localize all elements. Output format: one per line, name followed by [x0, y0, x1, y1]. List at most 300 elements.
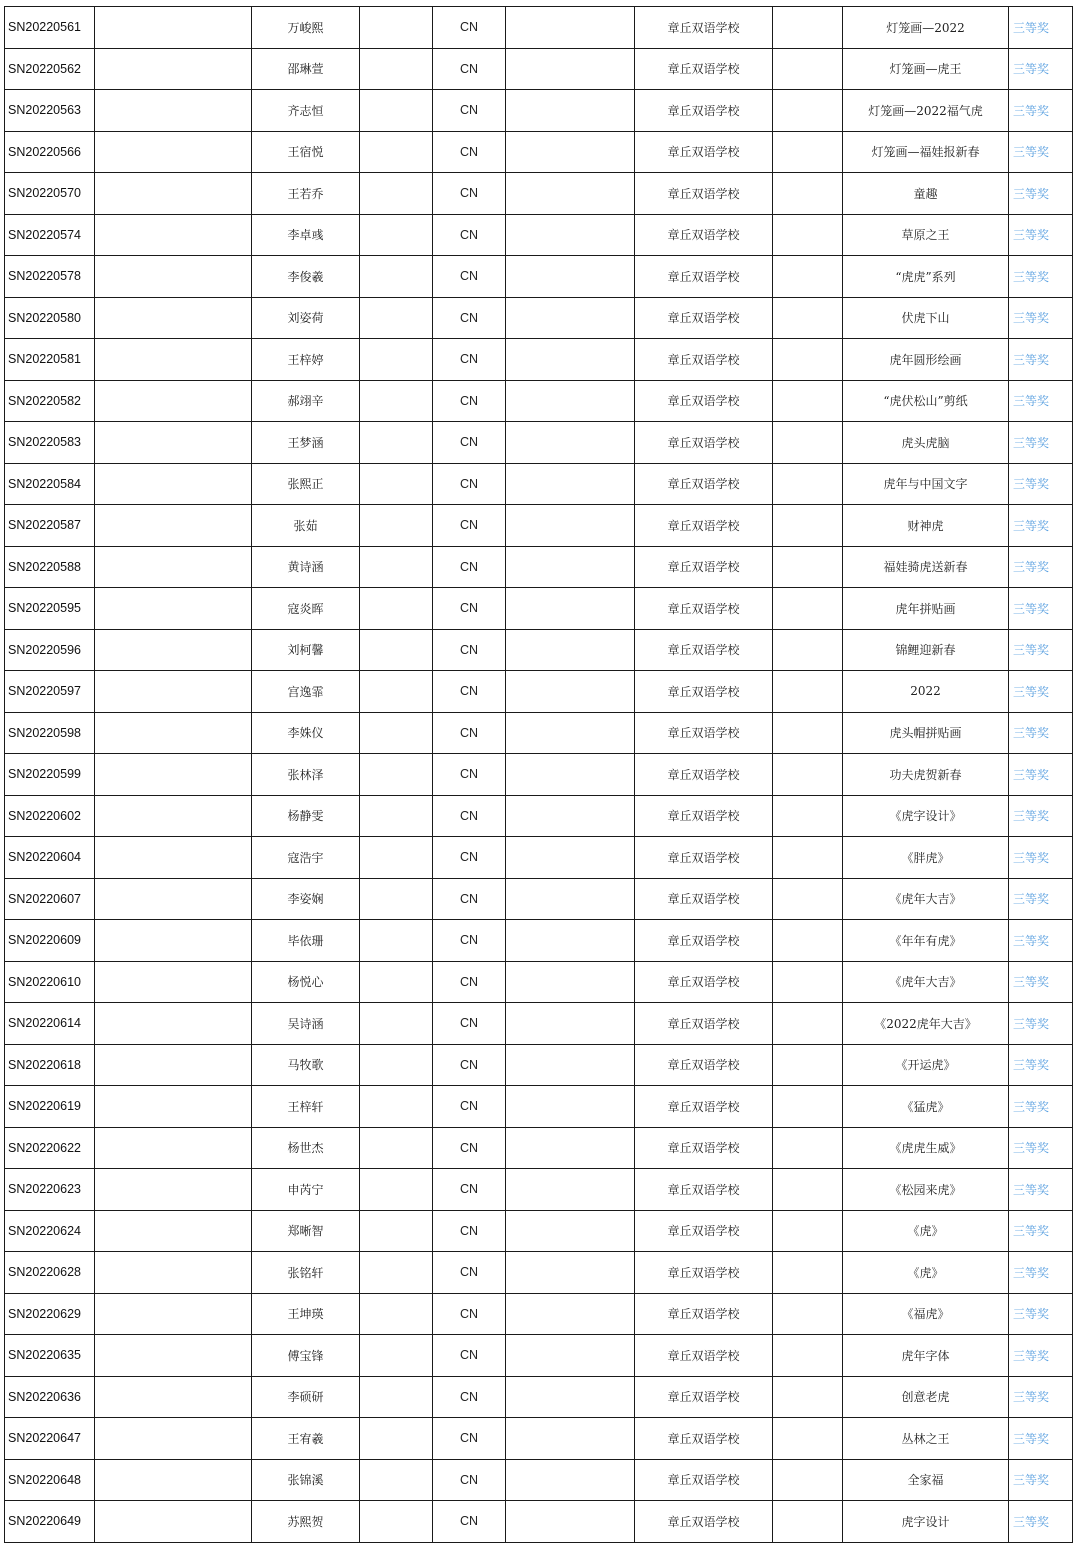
- school-cell: 章丘双语学校: [635, 671, 773, 713]
- award-link[interactable]: 三等奖: [1009, 546, 1073, 588]
- school-cell: 章丘双语学校: [635, 90, 773, 132]
- country-cell: CN: [433, 131, 506, 173]
- table-row: [5, 1335, 1073, 1377]
- empty-cell: [506, 1086, 635, 1128]
- entry-id-cell: SN20220619: [5, 1086, 95, 1128]
- table-row: [5, 1501, 1073, 1543]
- work-title-cell: 灯笼画—2022福气虎: [843, 90, 1009, 132]
- empty-cell: [95, 173, 252, 215]
- award-link[interactable]: 三等奖: [1009, 1044, 1073, 1086]
- work-title-cell: 《胖虎》: [843, 837, 1009, 879]
- entry-id-cell: SN20220582: [5, 380, 95, 422]
- empty-cell: [773, 837, 843, 879]
- table-row: [5, 1376, 1073, 1418]
- school-cell: 章丘双语学校: [635, 463, 773, 505]
- student-name-cell: 王梦涵: [252, 422, 360, 464]
- award-link[interactable]: 三等奖: [1009, 1252, 1073, 1294]
- work-title-cell: 《虎》: [843, 1252, 1009, 1294]
- empty-cell: [506, 131, 635, 173]
- work-title-cell: 《年年有虎》: [843, 920, 1009, 962]
- student-name-cell: 张茹: [252, 505, 360, 547]
- empty-cell: [773, 1418, 843, 1460]
- country-cell: CN: [433, 1335, 506, 1377]
- award-link[interactable]: 三等奖: [1009, 1335, 1073, 1377]
- entry-id-cell: SN20220604: [5, 837, 95, 879]
- work-title-cell: 灯笼画—虎王: [843, 48, 1009, 90]
- school-cell: 章丘双语学校: [635, 961, 773, 1003]
- table-row: [5, 339, 1073, 381]
- work-title-cell: 《猛虎》: [843, 1086, 1009, 1128]
- empty-cell: [773, 712, 843, 754]
- empty-cell: [360, 629, 433, 671]
- student-name-cell: 张锦溪: [252, 1459, 360, 1501]
- award-link[interactable]: 三等奖: [1009, 1003, 1073, 1045]
- entry-id-cell: SN20220588: [5, 546, 95, 588]
- empty-cell: [360, 1127, 433, 1169]
- table-row: [5, 878, 1073, 920]
- empty-cell: [506, 1252, 635, 1294]
- empty-cell: [95, 795, 252, 837]
- empty-cell: [506, 1127, 635, 1169]
- empty-cell: [506, 463, 635, 505]
- work-title-cell: 《松园来虎》: [843, 1169, 1009, 1211]
- empty-cell: [506, 1293, 635, 1335]
- empty-cell: [773, 422, 843, 464]
- empty-cell: [773, 920, 843, 962]
- entry-id-cell: SN20220583: [5, 422, 95, 464]
- student-name-cell: 齐志恒: [252, 90, 360, 132]
- empty-cell: [506, 878, 635, 920]
- award-link[interactable]: 三等奖: [1009, 422, 1073, 464]
- student-name-cell: 王宥羲: [252, 1418, 360, 1460]
- empty-cell: [360, 48, 433, 90]
- empty-cell: [95, 422, 252, 464]
- entry-id-cell: SN20220624: [5, 1210, 95, 1252]
- student-name-cell: 王若乔: [252, 173, 360, 215]
- empty-cell: [360, 505, 433, 547]
- empty-cell: [773, 256, 843, 298]
- school-cell: 章丘双语学校: [635, 546, 773, 588]
- entry-id-cell: SN20220596: [5, 629, 95, 671]
- country-cell: CN: [433, 1169, 506, 1211]
- empty-cell: [360, 173, 433, 215]
- award-link[interactable]: 三等奖: [1009, 1127, 1073, 1169]
- school-cell: 章丘双语学校: [635, 1252, 773, 1294]
- empty-cell: [506, 671, 635, 713]
- empty-cell: [506, 380, 635, 422]
- empty-cell: [360, 1293, 433, 1335]
- empty-cell: [95, 1459, 252, 1501]
- table-row: [5, 463, 1073, 505]
- results-table: [4, 6, 1073, 1543]
- entry-id-cell: SN20220562: [5, 48, 95, 90]
- table-row: [5, 1252, 1073, 1294]
- empty-cell: [360, 1044, 433, 1086]
- empty-cell: [95, 546, 252, 588]
- empty-cell: [95, 1210, 252, 1252]
- school-cell: 章丘双语学校: [635, 1501, 773, 1543]
- student-name-cell: 张林泽: [252, 754, 360, 796]
- table-row: [5, 422, 1073, 464]
- school-cell: 章丘双语学校: [635, 256, 773, 298]
- empty-cell: [773, 90, 843, 132]
- student-name-cell: 王宿悦: [252, 131, 360, 173]
- table-row: [5, 629, 1073, 671]
- award-link[interactable]: 三等奖: [1009, 1376, 1073, 1418]
- country-cell: CN: [433, 546, 506, 588]
- entry-id-cell: SN20220574: [5, 214, 95, 256]
- empty-cell: [95, 505, 252, 547]
- table-body: [5, 7, 1073, 1543]
- school-cell: 章丘双语学校: [635, 1293, 773, 1335]
- empty-cell: [360, 671, 433, 713]
- country-cell: CN: [433, 173, 506, 215]
- award-link[interactable]: 三等奖: [1009, 629, 1073, 671]
- country-cell: CN: [433, 878, 506, 920]
- country-cell: CN: [433, 1418, 506, 1460]
- empty-cell: [360, 712, 433, 754]
- award-link[interactable]: 三等奖: [1009, 1086, 1073, 1128]
- table-row: [5, 256, 1073, 298]
- student-name-cell: 张铭轩: [252, 1252, 360, 1294]
- award-link[interactable]: 三等奖: [1009, 671, 1073, 713]
- work-title-cell: “虎虎”系列: [843, 256, 1009, 298]
- empty-cell: [506, 754, 635, 796]
- work-title-cell: 全家福: [843, 1459, 1009, 1501]
- school-cell: 章丘双语学校: [635, 173, 773, 215]
- award-link[interactable]: 三等奖: [1009, 7, 1073, 49]
- entry-id-cell: SN20220595: [5, 588, 95, 630]
- empty-cell: [95, 256, 252, 298]
- student-name-cell: 寇炎晖: [252, 588, 360, 630]
- empty-cell: [773, 1210, 843, 1252]
- work-title-cell: 《虎虎生威》: [843, 1127, 1009, 1169]
- work-title-cell: 《虎年大吉》: [843, 878, 1009, 920]
- school-cell: 章丘双语学校: [635, 1003, 773, 1045]
- empty-cell: [95, 961, 252, 1003]
- empty-cell: [360, 1086, 433, 1128]
- work-title-cell: 锦鲤迎新春: [843, 629, 1009, 671]
- empty-cell: [773, 1003, 843, 1045]
- empty-cell: [360, 588, 433, 630]
- work-title-cell: “虎伏松山”剪纸: [843, 380, 1009, 422]
- empty-cell: [773, 1335, 843, 1377]
- school-cell: 章丘双语学校: [635, 297, 773, 339]
- table-row: [5, 1293, 1073, 1335]
- student-name-cell: 郝翊辛: [252, 380, 360, 422]
- table-row: [5, 214, 1073, 256]
- student-name-cell: 李卓彧: [252, 214, 360, 256]
- school-cell: 章丘双语学校: [635, 1376, 773, 1418]
- table-row: [5, 671, 1073, 713]
- work-title-cell: 灯笼画—福娃报新春: [843, 131, 1009, 173]
- entry-id-cell: SN20220649: [5, 1501, 95, 1543]
- student-name-cell: 寇浩宇: [252, 837, 360, 879]
- empty-cell: [360, 1376, 433, 1418]
- country-cell: CN: [433, 422, 506, 464]
- table-row: [5, 297, 1073, 339]
- empty-cell: [95, 1376, 252, 1418]
- award-link[interactable]: 三等奖: [1009, 712, 1073, 754]
- empty-cell: [773, 629, 843, 671]
- award-link[interactable]: 三等奖: [1009, 48, 1073, 90]
- empty-cell: [773, 1127, 843, 1169]
- table-row: [5, 795, 1073, 837]
- award-link[interactable]: 三等奖: [1009, 256, 1073, 298]
- empty-cell: [773, 1169, 843, 1211]
- award-link[interactable]: 三等奖: [1009, 131, 1073, 173]
- work-title-cell: 财神虎: [843, 505, 1009, 547]
- entry-id-cell: SN20220607: [5, 878, 95, 920]
- entry-id-cell: SN20220584: [5, 463, 95, 505]
- country-cell: CN: [433, 712, 506, 754]
- table-row: [5, 48, 1073, 90]
- country-cell: CN: [433, 1210, 506, 1252]
- award-link[interactable]: 三等奖: [1009, 1459, 1073, 1501]
- empty-cell: [95, 754, 252, 796]
- country-cell: CN: [433, 7, 506, 49]
- entry-id-cell: SN20220614: [5, 1003, 95, 1045]
- award-link[interactable]: 三等奖: [1009, 1293, 1073, 1335]
- work-title-cell: 丛林之王: [843, 1418, 1009, 1460]
- school-cell: 章丘双语学校: [635, 1044, 773, 1086]
- empty-cell: [506, 961, 635, 1003]
- award-link[interactable]: 三等奖: [1009, 1169, 1073, 1211]
- empty-cell: [773, 795, 843, 837]
- empty-cell: [95, 1293, 252, 1335]
- award-link[interactable]: 三等奖: [1009, 795, 1073, 837]
- country-cell: CN: [433, 1003, 506, 1045]
- empty-cell: [360, 256, 433, 298]
- award-link[interactable]: 三等奖: [1009, 588, 1073, 630]
- empty-cell: [360, 463, 433, 505]
- entry-id-cell: SN20220597: [5, 671, 95, 713]
- empty-cell: [95, 48, 252, 90]
- student-name-cell: 李姿娴: [252, 878, 360, 920]
- student-name-cell: 李俊羲: [252, 256, 360, 298]
- award-link[interactable]: 三等奖: [1009, 837, 1073, 879]
- award-link[interactable]: 三等奖: [1009, 878, 1073, 920]
- student-name-cell: 申芮宁: [252, 1169, 360, 1211]
- award-link[interactable]: 三等奖: [1009, 173, 1073, 215]
- school-cell: 章丘双语学校: [635, 131, 773, 173]
- work-title-cell: 《虎》: [843, 1210, 1009, 1252]
- award-link[interactable]: 三等奖: [1009, 961, 1073, 1003]
- award-link[interactable]: 三等奖: [1009, 339, 1073, 381]
- school-cell: 章丘双语学校: [635, 712, 773, 754]
- empty-cell: [360, 90, 433, 132]
- empty-cell: [95, 131, 252, 173]
- country-cell: CN: [433, 754, 506, 796]
- country-cell: CN: [433, 920, 506, 962]
- school-cell: 章丘双语学校: [635, 837, 773, 879]
- table-row: [5, 90, 1073, 132]
- empty-cell: [506, 588, 635, 630]
- school-cell: 章丘双语学校: [635, 1210, 773, 1252]
- table-row: [5, 754, 1073, 796]
- student-name-cell: 黄诗涵: [252, 546, 360, 588]
- empty-cell: [95, 339, 252, 381]
- empty-cell: [506, 1459, 635, 1501]
- school-cell: 章丘双语学校: [635, 878, 773, 920]
- student-name-cell: 傅宝锋: [252, 1335, 360, 1377]
- award-link[interactable]: 三等奖: [1009, 463, 1073, 505]
- table-row: [5, 131, 1073, 173]
- work-title-cell: 《开运虎》: [843, 1044, 1009, 1086]
- country-cell: CN: [433, 629, 506, 671]
- school-cell: 章丘双语学校: [635, 7, 773, 49]
- country-cell: CN: [433, 1044, 506, 1086]
- country-cell: CN: [433, 1086, 506, 1128]
- country-cell: CN: [433, 1293, 506, 1335]
- empty-cell: [506, 48, 635, 90]
- student-name-cell: 刘柯馨: [252, 629, 360, 671]
- empty-cell: [95, 588, 252, 630]
- empty-cell: [506, 1044, 635, 1086]
- empty-cell: [360, 297, 433, 339]
- student-name-cell: 吴诗涵: [252, 1003, 360, 1045]
- empty-cell: [773, 173, 843, 215]
- table-row: [5, 920, 1073, 962]
- country-cell: CN: [433, 505, 506, 547]
- empty-cell: [773, 339, 843, 381]
- empty-cell: [360, 837, 433, 879]
- entry-id-cell: SN20220563: [5, 90, 95, 132]
- student-name-cell: 万峻熙: [252, 7, 360, 49]
- entry-id-cell: SN20220587: [5, 505, 95, 547]
- empty-cell: [95, 90, 252, 132]
- work-title-cell: 虎字设计: [843, 1501, 1009, 1543]
- empty-cell: [360, 131, 433, 173]
- empty-cell: [360, 1501, 433, 1543]
- school-cell: 章丘双语学校: [635, 1418, 773, 1460]
- work-title-cell: 功夫虎贺新春: [843, 754, 1009, 796]
- student-name-cell: 李硕研: [252, 1376, 360, 1418]
- empty-cell: [95, 878, 252, 920]
- award-link[interactable]: 三等奖: [1009, 380, 1073, 422]
- empty-cell: [95, 837, 252, 879]
- table-row: [5, 712, 1073, 754]
- entry-id-cell: SN20220599: [5, 754, 95, 796]
- empty-cell: [95, 1418, 252, 1460]
- empty-cell: [506, 1376, 635, 1418]
- school-cell: 章丘双语学校: [635, 920, 773, 962]
- empty-cell: [360, 380, 433, 422]
- table-row: [5, 1086, 1073, 1128]
- school-cell: 章丘双语学校: [635, 505, 773, 547]
- school-cell: 章丘双语学校: [635, 1127, 773, 1169]
- work-title-cell: 创意老虎: [843, 1376, 1009, 1418]
- empty-cell: [360, 339, 433, 381]
- empty-cell: [95, 1169, 252, 1211]
- empty-cell: [360, 546, 433, 588]
- table-row: [5, 1169, 1073, 1211]
- country-cell: CN: [433, 1376, 506, 1418]
- work-title-cell: 《虎年大吉》: [843, 961, 1009, 1003]
- empty-cell: [773, 1459, 843, 1501]
- table-row: [5, 1210, 1073, 1252]
- empty-cell: [773, 878, 843, 920]
- work-title-cell: 虎年与中国文字: [843, 463, 1009, 505]
- entry-id-cell: SN20220580: [5, 297, 95, 339]
- country-cell: CN: [433, 1127, 506, 1169]
- empty-cell: [506, 795, 635, 837]
- empty-cell: [773, 546, 843, 588]
- student-name-cell: 王梓婷: [252, 339, 360, 381]
- award-link[interactable]: 三等奖: [1009, 1501, 1073, 1543]
- empty-cell: [773, 1376, 843, 1418]
- award-link[interactable]: 三等奖: [1009, 754, 1073, 796]
- table-row: [5, 961, 1073, 1003]
- award-link[interactable]: 三等奖: [1009, 505, 1073, 547]
- empty-cell: [360, 1418, 433, 1460]
- empty-cell: [773, 131, 843, 173]
- empty-cell: [506, 7, 635, 49]
- empty-cell: [506, 90, 635, 132]
- country-cell: CN: [433, 588, 506, 630]
- country-cell: CN: [433, 339, 506, 381]
- empty-cell: [773, 1293, 843, 1335]
- table-row: [5, 546, 1073, 588]
- country-cell: CN: [433, 1501, 506, 1543]
- table-row: [5, 588, 1073, 630]
- country-cell: CN: [433, 795, 506, 837]
- table-row: [5, 1003, 1073, 1045]
- country-cell: CN: [433, 671, 506, 713]
- empty-cell: [773, 297, 843, 339]
- empty-cell: [360, 214, 433, 256]
- student-name-cell: 苏熙贺: [252, 1501, 360, 1543]
- award-link[interactable]: 三等奖: [1009, 1418, 1073, 1460]
- student-name-cell: 马牧歌: [252, 1044, 360, 1086]
- school-cell: 章丘双语学校: [635, 754, 773, 796]
- award-link[interactable]: 三等奖: [1009, 297, 1073, 339]
- empty-cell: [360, 1003, 433, 1045]
- work-title-cell: 《2022虎年大吉》: [843, 1003, 1009, 1045]
- empty-cell: [360, 1210, 433, 1252]
- entry-id-cell: SN20220648: [5, 1459, 95, 1501]
- empty-cell: [506, 629, 635, 671]
- table-row: [5, 1127, 1073, 1169]
- table-row: [5, 173, 1073, 215]
- empty-cell: [360, 878, 433, 920]
- school-cell: 章丘双语学校: [635, 1086, 773, 1128]
- empty-cell: [773, 505, 843, 547]
- empty-cell: [506, 1003, 635, 1045]
- empty-cell: [360, 961, 433, 1003]
- work-title-cell: 福娃骑虎送新春: [843, 546, 1009, 588]
- work-title-cell: 虎年圆形绘画: [843, 339, 1009, 381]
- empty-cell: [360, 1335, 433, 1377]
- award-link[interactable]: 三等奖: [1009, 90, 1073, 132]
- table-row: [5, 1418, 1073, 1460]
- empty-cell: [95, 7, 252, 49]
- award-link[interactable]: 三等奖: [1009, 214, 1073, 256]
- empty-cell: [773, 214, 843, 256]
- empty-cell: [506, 256, 635, 298]
- entry-id-cell: SN20220622: [5, 1127, 95, 1169]
- empty-cell: [95, 1335, 252, 1377]
- award-link[interactable]: 三等奖: [1009, 1210, 1073, 1252]
- empty-cell: [95, 1501, 252, 1543]
- work-title-cell: 伏虎下山: [843, 297, 1009, 339]
- school-cell: 章丘双语学校: [635, 795, 773, 837]
- entry-id-cell: SN20220610: [5, 961, 95, 1003]
- empty-cell: [506, 1210, 635, 1252]
- work-title-cell: 灯笼画—2022: [843, 7, 1009, 49]
- award-link[interactable]: 三等奖: [1009, 920, 1073, 962]
- country-cell: CN: [433, 1459, 506, 1501]
